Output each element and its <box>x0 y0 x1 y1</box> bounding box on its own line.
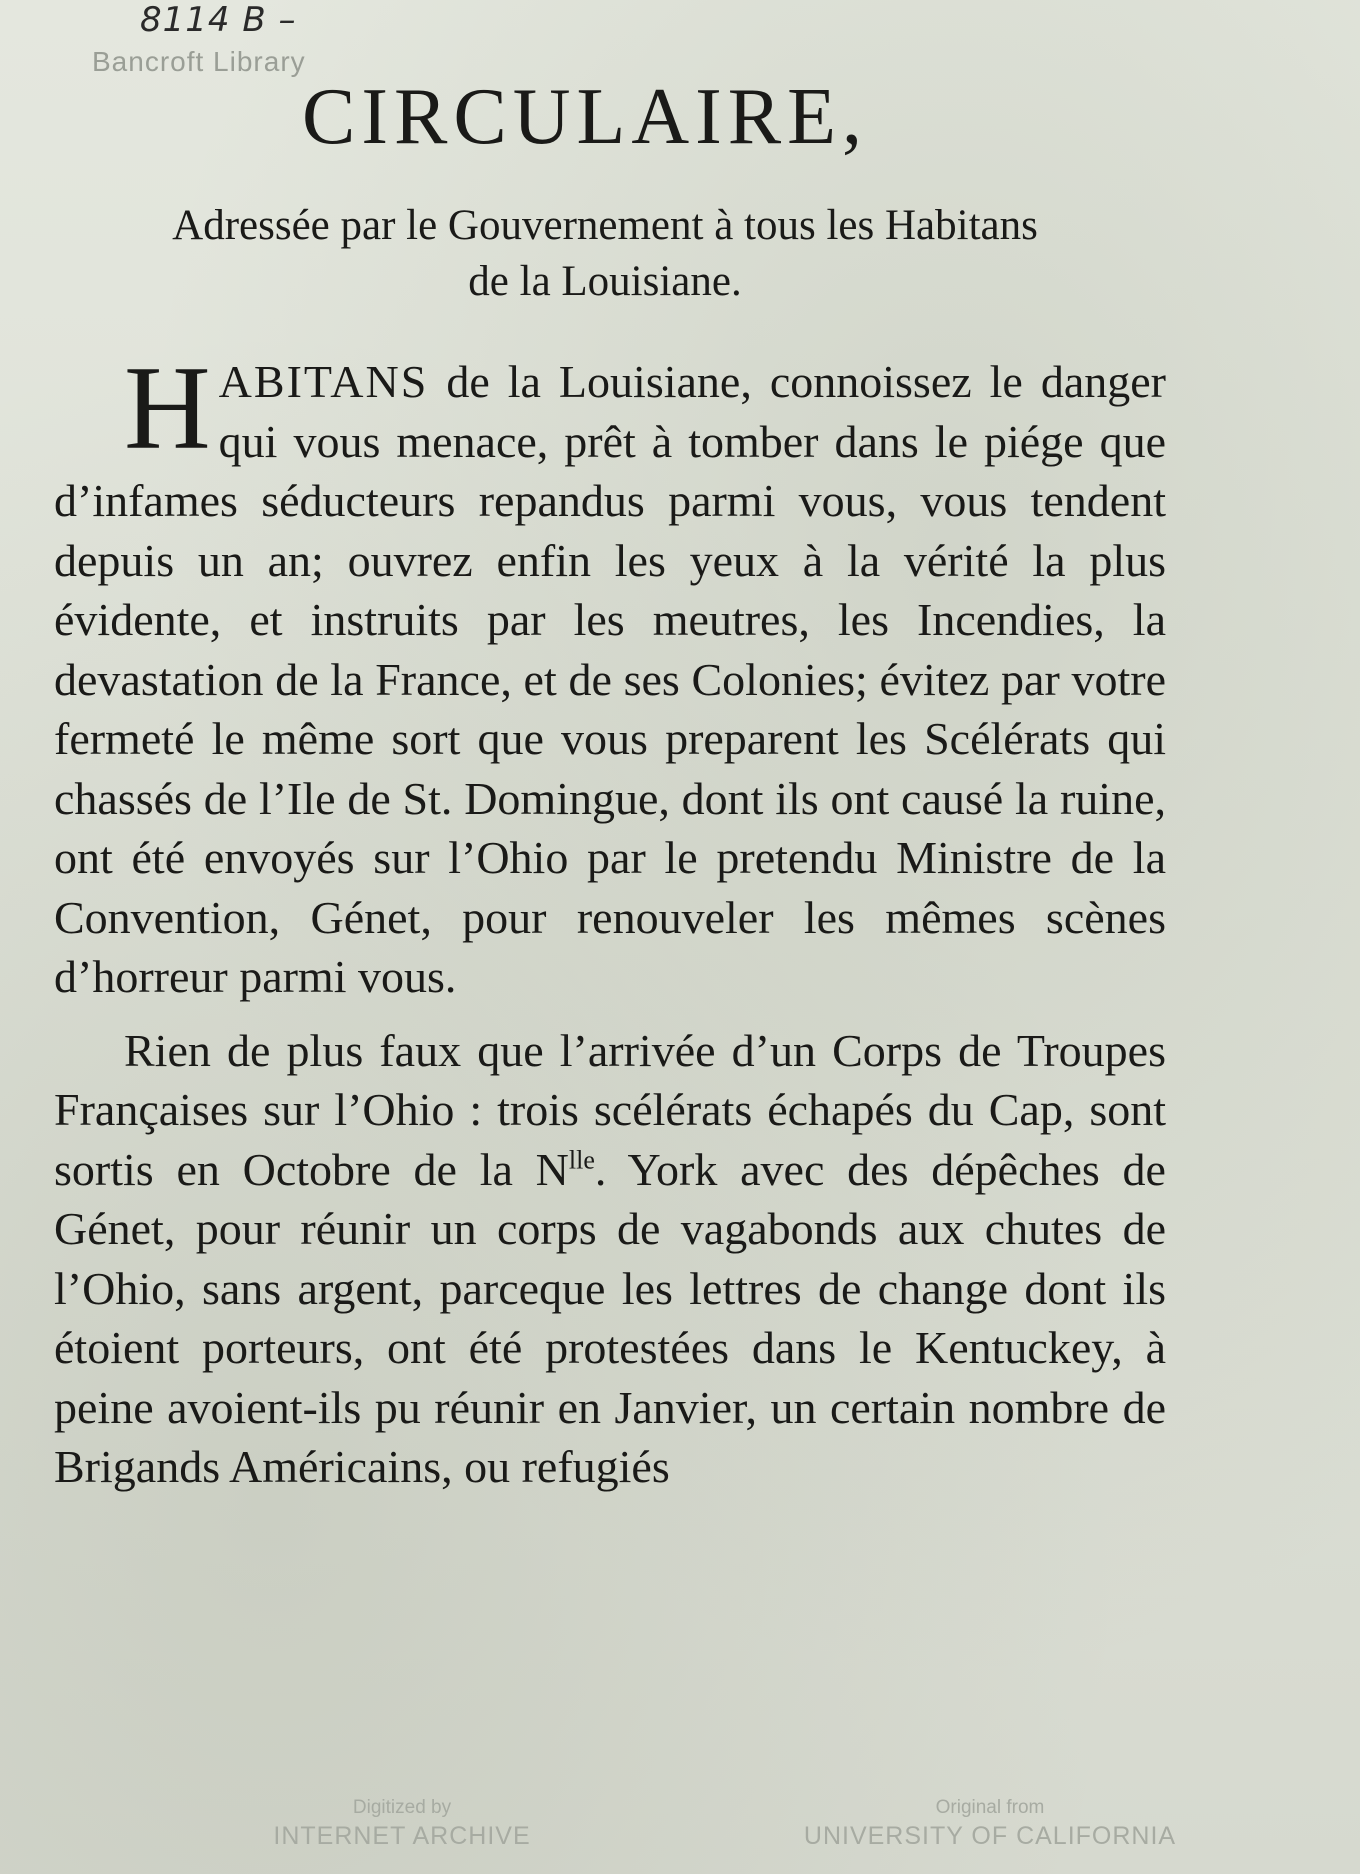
paragraph-2 <box>54 1021 1166 1497</box>
paragraph-2-text-a: Rien de plus faux que l’arrivée d’un Corps de Troupes Françaises sur l’Ohio : trois scélérats échapés du Cap, sont sortis en Octobre de la N <box>54 1024 1166 1195</box>
footer-left <box>232 1796 572 1852</box>
document-title: CIRCULAIRE, <box>302 73 868 161</box>
call-number: 8114 B – <box>140 0 297 40</box>
paragraph-2-text-b: . York avec des dépêches de Génet, pour réunir un corps de vagabonds aux chutes de l’Ohio, sans argent, parceque les lettres de change dont ils étoient porteurs, ont été protestées dans le Kentuckey, à peine avoient-ils pu réunir en Janvier, un certain nombre de Brigands Américains, ou refugiés <box>54 1143 1166 1492</box>
footer-right <box>770 1796 1210 1852</box>
footer-right-caption: Original from <box>935 1797 1045 1818</box>
document-body <box>54 341 1166 1497</box>
subtitle-line-2: de la Louisiane. <box>468 258 742 305</box>
drop-cap: H <box>124 341 211 474</box>
footer-left-name: INTERNET ARCHIVE <box>273 1822 531 1850</box>
library-stamp: Bancroft Library <box>92 46 306 77</box>
paragraph-1-text: de la Louisiane, connoissez le danger qui vous menace, prêt à tomber dans le piége que d’infames séducteurs repandus parmi vous, vous tendent depuis un an; ouvrez enfin les yeux à la vérité la plus évidente, et instruits par les meutres, les Incendies, la devastation de la France, et de ses Colonies; évitez par votre fermeté le même sort que vous preparent les Scélérats qui chassés de l’Ile de St. Domingue, dont ils ont causé la ruine, ont été envoyés sur l’Ohio par le pretendu Ministre de la Convention, Génet, pour renouveler les mêmes scènes d’horreur parmi vous. <box>54 356 1166 1002</box>
footer-right-name: UNIVERSITY OF CALIFORNIA <box>803 1822 1177 1850</box>
superscript-abbrev: lle <box>568 1145 595 1175</box>
paragraph-1 <box>54 341 1166 1007</box>
footer-left-caption: Digitized by <box>352 1797 452 1818</box>
paragraph-lead-word: ABITANS <box>218 356 429 407</box>
document-subtitle <box>50 198 1160 310</box>
subtitle-line-1: Adressée par le Gouvernement à tous les Habitans <box>172 202 1038 249</box>
